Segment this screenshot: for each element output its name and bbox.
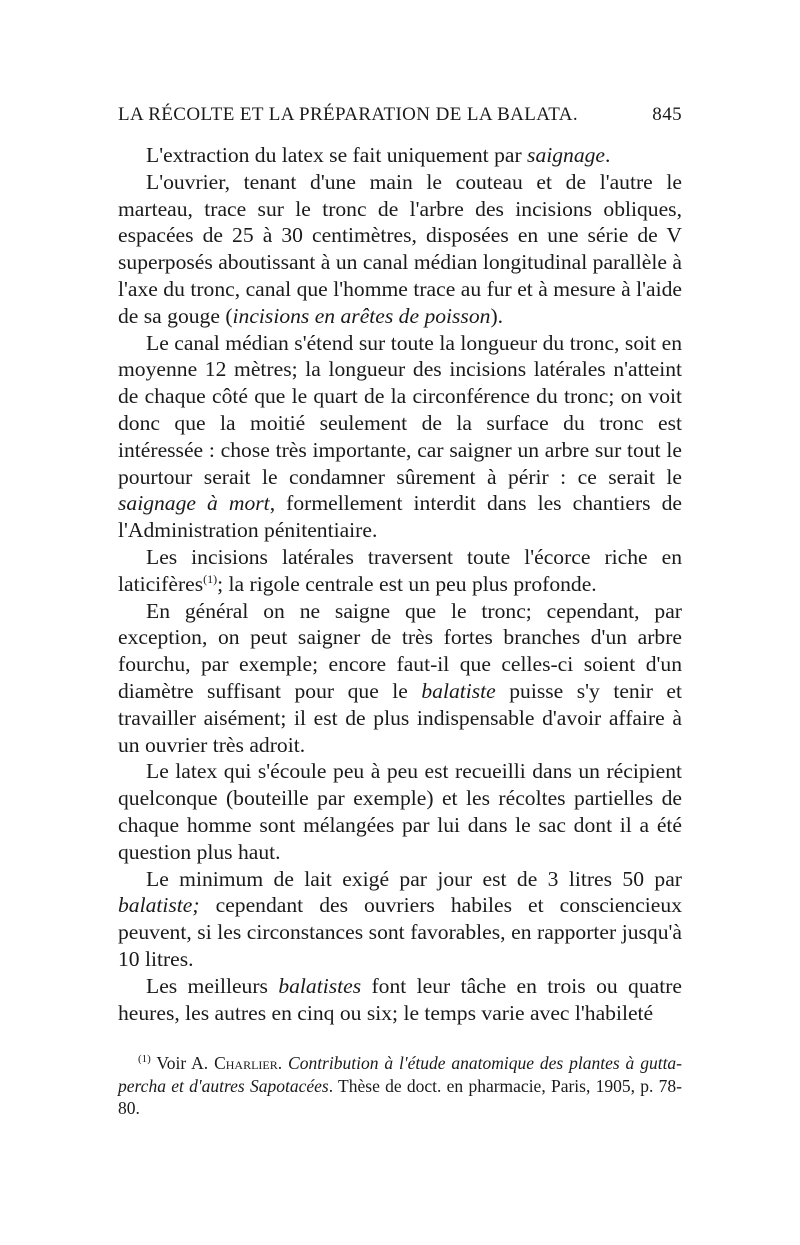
- paragraph-text: font leur tâche en trois ou quatre heures, les autres en cinq ou six; le temps varie avec l'habileté: [118, 973, 682, 1025]
- italic-term: balatiste;: [118, 893, 200, 918]
- paragraph-7: [118, 866, 682, 973]
- running-header: [118, 104, 682, 126]
- paragraph-6: [118, 758, 682, 865]
- paragraph-text: En général on ne saigne que le tronc; cependant, par exception, on peut saigner de très fortes branches d'un arbre fourchu, par exemple; encore faut-il que celles-ci soient d'un diamètre suffisant pour que le: [118, 598, 682, 703]
- running-title: LA RÉCOLTE ET LA PRÉPARATION DE LA BALATA.: [118, 104, 579, 125]
- paragraph-text: ; la rigole centrale est un peu plus profonde.: [217, 571, 597, 596]
- paragraph-4: [118, 544, 682, 598]
- paragraph-2: [118, 169, 682, 330]
- paragraph-text: Les meilleurs: [146, 973, 279, 998]
- paragraph-text: , formellement interdit dans les chantiers de l'Administration pénitentiaire.: [118, 491, 683, 543]
- paragraph-text: Le latex qui s'écoule peu à peu est recueilli dans un récipient quelconque (bouteille par exemple) et les récoltes partielles de chaque homme sont mélangées par lui dans le sac dont il a été question plus haut.: [118, 759, 682, 864]
- paragraph-text: Le minimum de lait exigé par jour est de 3 litres 50 par: [146, 866, 682, 891]
- paragraph-text: Le canal médian s'étend sur toute la longueur du tronc, soit en moyenne 12 mètres; la longueur des incisions latérales n'atteint de chaque côté que le quart de la circonférence du tronc; on voit donc que la moitié seulement de la surface du tronc est intéressée : chose très importante, car saigner un arbre sur tout le pourtour serait le condamner sûrement à périr : ce serait le: [118, 330, 682, 489]
- italic-term: incisions en arêtes de poisson: [232, 303, 491, 328]
- paragraph-8: [118, 973, 682, 1027]
- italic-term: balatistes: [278, 973, 362, 998]
- paragraph-5: [118, 598, 682, 759]
- page-number: 845: [652, 104, 682, 125]
- footnote-text: .: [277, 1053, 289, 1073]
- paragraph-text: L'extraction du latex se fait uniquement par: [146, 143, 528, 167]
- paragraph-text: cependant des ouvriers habiles et consciencieux peuvent, si les circonstances sont favorables, en rapporter jusqu'à 10 litres.: [118, 893, 682, 971]
- paragraph-text: L'ouvrier, tenant d'une main le couteau et de l'autre le marteau, trace sur le tronc de l'arbre des incisions obliques, espacées de 25 à 30 centimètres, disposées en une série de V superposés aboutissant à un canal médian longitudinal parallèle à l'axe du tronc, canal que l'homme trace au fur et à mesure à l'aide de sa gouge (: [118, 169, 682, 328]
- footnote-text: Voir A.: [150, 1053, 215, 1073]
- italic-term: saignage: [527, 143, 606, 167]
- paragraph-text: ).: [490, 303, 504, 328]
- footnote-text: . Thèse de doct. en pharmacie, Paris, 1905, p. 78-80.: [118, 1075, 682, 1118]
- paragraph-text: .: [605, 143, 611, 167]
- footnote: [118, 1052, 682, 1120]
- paragraph-text: puisse s'y tenir et travailler aisément; il est de plus indispensable d'avoir affaire à un ouvrier très adroit.: [118, 678, 682, 757]
- italic-term: saignage à mort: [118, 491, 270, 516]
- body-text: [118, 142, 682, 1026]
- paragraph-text: Les incisions latérales traversent toute l'écorce riche en laticifères: [118, 544, 682, 596]
- footnote-reference: (1): [203, 571, 218, 586]
- footnote-marker: (1): [138, 1053, 151, 1066]
- paragraph-1: [118, 142, 682, 169]
- footnote-author: Charlier: [214, 1053, 278, 1073]
- paragraph-3: [118, 330, 682, 544]
- italic-term: balatiste: [421, 678, 496, 703]
- footnote-work-title: Contribution à l'étude anatomique des plantes à gutta-percha et d'autres Sapotacées: [118, 1053, 683, 1096]
